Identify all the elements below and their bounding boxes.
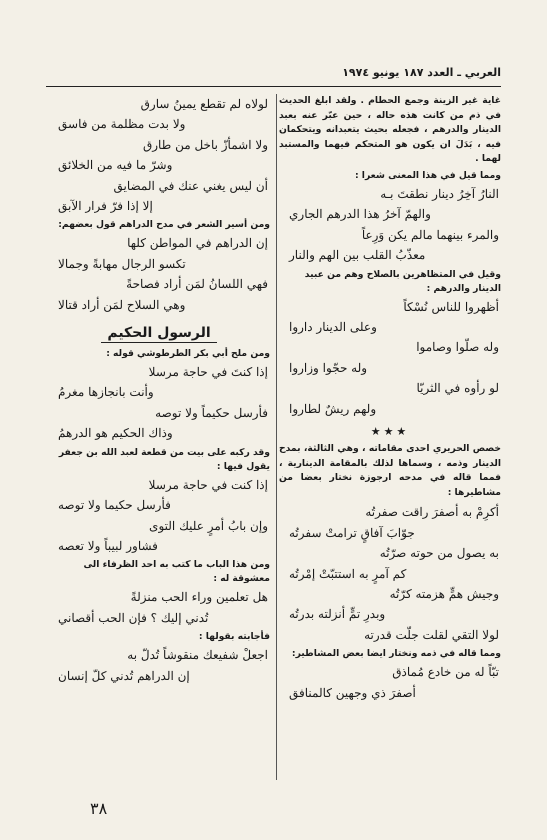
left-column [48, 94, 270, 782]
verse-line: إذا كنتَ في حاجة مرسلا [148, 365, 268, 380]
verse-line: تكسو الرجال مهابةً وجمالا [58, 256, 186, 271]
verse-line: وبدرِ تمٍّ أنزلته بدرتُه [289, 607, 386, 622]
verse-line: وجيش همٍّ هزمته كرّتُه [389, 587, 499, 602]
verse-line: وشرّ ما فيه من الخلائق [58, 158, 173, 173]
verse-line: فأرسل حكيما ولا توصه [58, 498, 171, 513]
verse-line: تُدني إليك ؟ فإن الحب أقصاني [58, 610, 209, 625]
verse-line: لولاه لم تقطع يمينُ سارق [140, 97, 268, 111]
poem-intro: وقيل في المتظاهرين بالصلاح وهم من عبيد الدينار والدرهم : [304, 268, 501, 294]
poem-intro: فأجابته بقولها : [198, 631, 270, 643]
verse-line: النارُ آخِرُ دينار نطقتَ بـه [380, 186, 499, 201]
verse-line: والهمّ آخرُ هذا الدرهم الجاري [289, 207, 431, 222]
verse-line: فأرسل حكيماً ولا توصه [155, 405, 268, 420]
poem-reply [48, 645, 270, 686]
poem-intro: ومن هذا الباب ما كتب به احد الظرفاء الى معشوقة له : [83, 559, 270, 585]
verse-line: ولهم ريشٌ لطاروا [289, 401, 377, 416]
poem-dirham-praise [48, 233, 270, 315]
verse-line: وإن بابُ أمرٍ عليك التوى [149, 518, 268, 533]
verse-line: ولا بدت مظلمة من فاسق [58, 117, 186, 132]
poem-intro: ومن ملح أبي بكر الطرطوشي قوله : [106, 348, 270, 360]
verse-line: أظهروا للناس نُسْكاً [403, 299, 499, 314]
running-header: العربي ـ العدد ١٨٧ يونيو ١٩٧٤ [342, 66, 501, 79]
verse-line: وله حجّوا وزاروا [289, 360, 368, 375]
poem-intro: وقد ركبه على بيت من قطعة لعبد الله بن جعفر يقول فيها : [58, 446, 270, 472]
header-rule [46, 86, 501, 87]
verse-line: معذّبُ القلب بين الهم والنار [289, 248, 426, 263]
verse-line: إن الدراهم في المواطن كلها [127, 236, 268, 251]
poem-hariri-blame-cont [48, 94, 270, 216]
verse-line: جوّابَ آفاقٍ ترامتْ سفرتُه [289, 525, 415, 540]
poem-hariri-praise [279, 502, 501, 645]
paragraph-hariri: خصص الحريري احدى مقاماته ، وهي الثالثة، بمدح الدينار وذمه ، وسماها لذلك بالمقامة الدينارية ، فمما قاله في مدحه ارجوزة نختار بعضا من مشاطيرها : [279, 443, 501, 498]
verse-line: وعلى الدينار داروا [289, 320, 377, 334]
section-title [48, 325, 270, 343]
verse-line: لو رأوه في الثريّا [416, 381, 499, 396]
poem-hariri-blame [279, 662, 501, 703]
verse-line: هل تعلمين وراء الحب منزلةً [130, 590, 268, 605]
verse-line: أصفرَ ذي وجهين كالمنافق [289, 685, 416, 700]
poem-abdullah [48, 475, 270, 557]
poem-intro: ومما قيل في هذا المعنى شعرا : [354, 169, 501, 181]
poem-pretenders [279, 297, 501, 419]
verse-line: أن ليس يغني عنك في المضايق [113, 178, 268, 193]
verse-line: إلا إذا فرّ فرار الآبق [58, 199, 153, 214]
verse-line: فهي اللسانُ لمَن أراد فصاحةً [126, 277, 268, 292]
poem-tartushi [48, 362, 270, 444]
verse-line: والمرء بينهما مالم يكن وَرِعاً [361, 227, 499, 242]
verse-line: فشاور لبيباً ولا تعصه [58, 538, 158, 553]
verse-line: إذا كنت في حاجة مرسلا [148, 477, 268, 492]
verse-line: وذاك الحكيم هو الدرهمُ [58, 426, 173, 441]
verse-line: تبّاً له من خادع مُماذق [392, 665, 499, 680]
page-number: ٣٨ [90, 799, 108, 818]
column-divider [276, 94, 277, 780]
verse-line: وأنت بانجازها مغرمُ [58, 385, 154, 400]
right-column [279, 94, 501, 782]
verse-line: أكرِمْ به أصفرَ راقت صفرتُه [365, 505, 499, 520]
verse-line: لولا التقي لقلت جلّت قدرته [364, 627, 499, 642]
section-title-text: الرسول الحكيم [101, 325, 216, 343]
poem-lover [48, 587, 270, 628]
verse-line: إن الدراهم تُدني كلّ إنسان [58, 668, 190, 683]
poem-dinar-fire [279, 184, 501, 266]
section-stars: ★★★ [370, 425, 410, 439]
poem-intro: ومن أسير الشعر في مدح الدراهم قول بعضهم: [58, 219, 270, 231]
verse-line: وله صلّوا وصاموا [416, 340, 499, 355]
poem-intro: ومما قاله في ذمه ونختار ايضا بعض المشاطير: [291, 648, 501, 660]
verse-line: كم آمرٍ به استتبّتْ إمْرتُه [289, 566, 407, 581]
verse-line: به يصول من حوته صرّتُه [379, 546, 499, 561]
verse-line: اجعلْ شفيعك منقوشاً تُدلّ به [127, 648, 268, 663]
paragraph-opening: غاية غير الزينة وجمع الحطام . ولقد ابلغ الحديث في ذم من كانت هذه حاله ، حين عبّر عنه بعبد الدينار والدرهم ، فجعله بحيث يتعبدانه ويتحكمان فيه ، بَدَلَ ان يكون هو المتحكم فيهما والمستبد لهما . [279, 95, 501, 165]
verse-line: وهي السلاح لمَن أراد قتالا [58, 297, 186, 312]
verse-line: ولا اشمأزّ باخل من طارق [142, 137, 268, 152]
